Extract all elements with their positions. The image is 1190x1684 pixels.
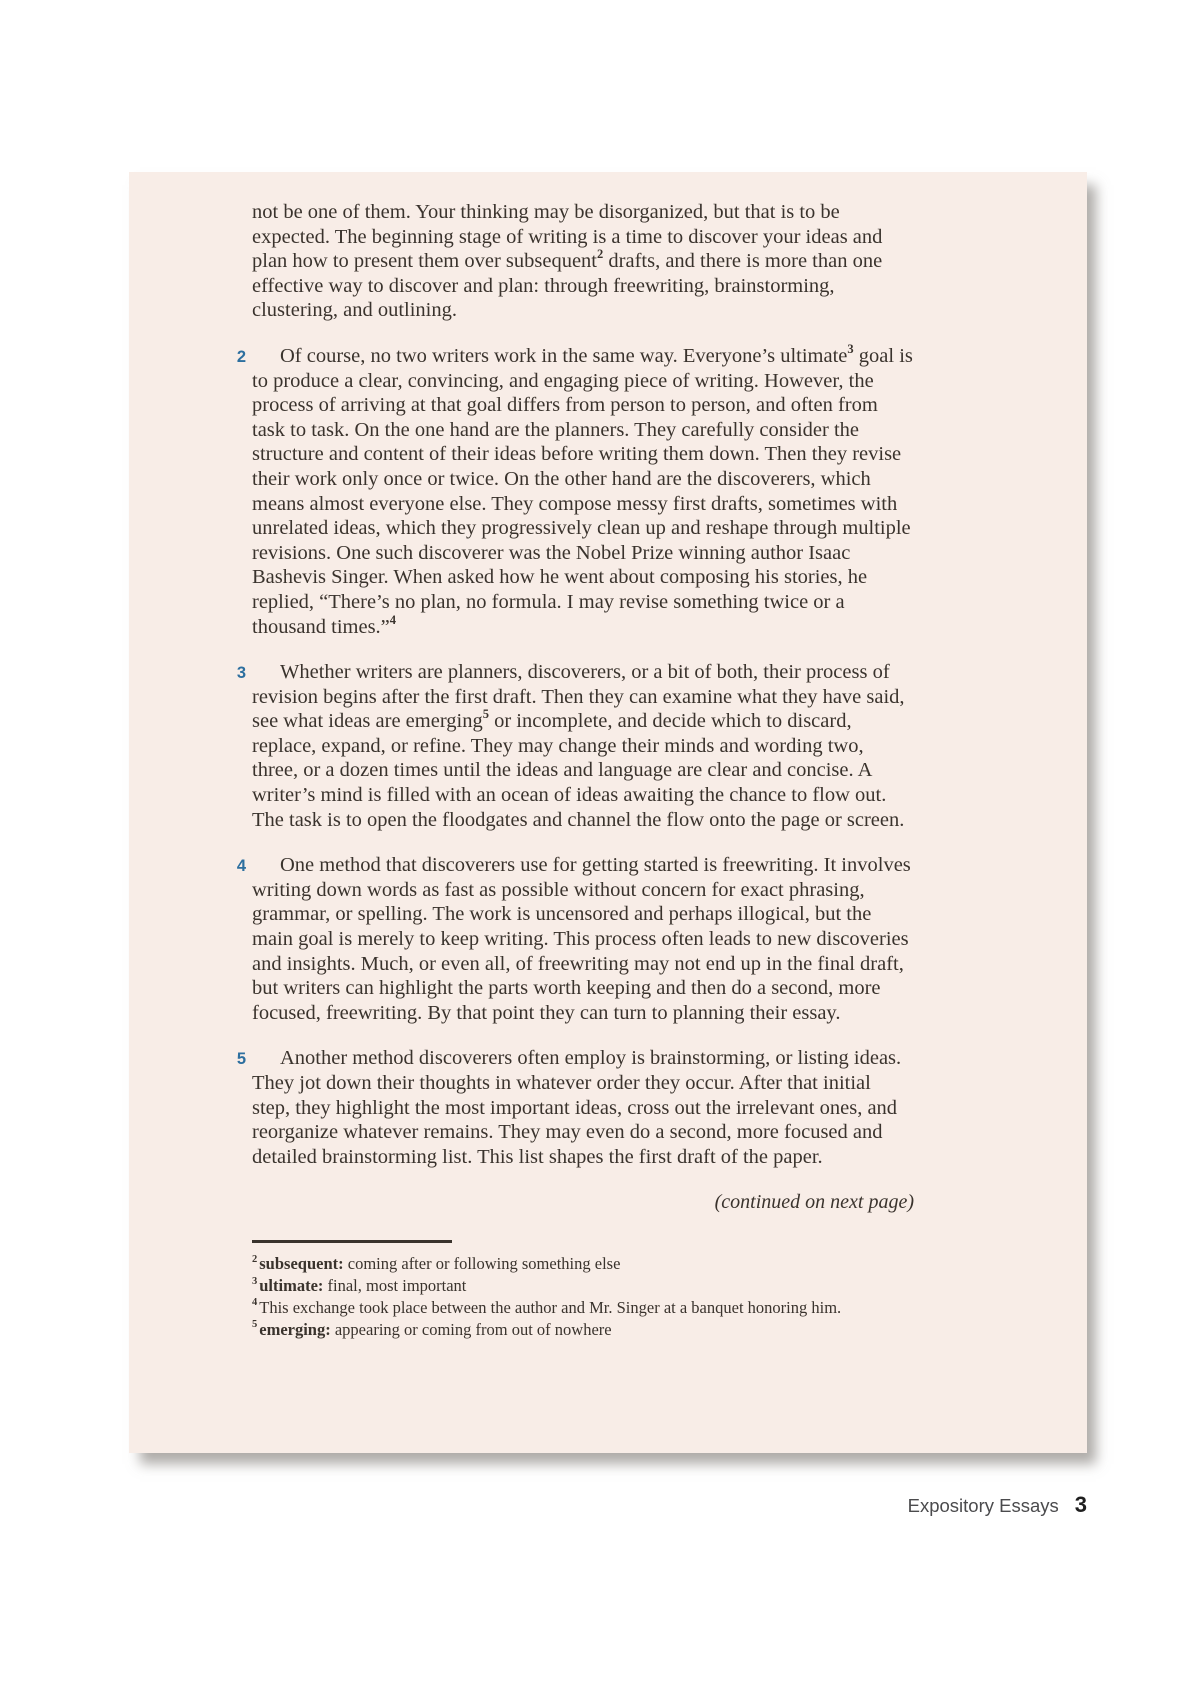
footnote-number: 2 (252, 1253, 258, 1265)
footnote: $^3$ ultimate: final, most important (252, 1275, 467, 1296)
page-number: 3 (1074, 1492, 1087, 1517)
paragraph (252, 200, 914, 323)
footnote-term: ultimate: (259, 1276, 324, 1296)
footnote-number: 5 (252, 1319, 258, 1331)
page-footer (908, 1492, 1087, 1518)
paragraph-text: not be one of them. Your thinking may be disorganized, but that is to be expected. The beginning stage of writing is a time to discover your ideas and plan how to present them over subsequent$^2$ drafts, and there is more than one effective way to discover and plan: through freewriting, brainstorming, clustering, and outlining. (252, 201, 883, 322)
footnote-divider (252, 1240, 452, 1243)
footnote-term: emerging: (259, 1319, 331, 1339)
paragraph (236, 342, 914, 639)
footnote: $^5$ emerging: appearing or coming from out of nowhere (252, 1319, 612, 1339)
footnote-reference: 5 (482, 707, 489, 722)
section-label: Expository Essays (907, 1495, 1059, 1516)
footnote-number: 4 (252, 1297, 258, 1309)
paragraph-number: 3 (236, 664, 246, 683)
paragraph-text: Another method discoverers often employ is brainstorming, or listing ideas. They jot down their thoughts in whatever order they occur. After that initial step, they highlight the most important ideas, cross out the irrelevant ones, and reorganize whatever remains. They may even do a second, more focused and detailed brainstorming list. This list shapes the first draft of the paper. (252, 1047, 902, 1168)
paragraph-number: 2 (236, 347, 246, 366)
footnote-number: 3 (252, 1275, 258, 1287)
footnote: $^2$ subsequent: coming after or following something else (252, 1253, 621, 1274)
textbook-page (129, 172, 1087, 1453)
paragraph (236, 660, 914, 832)
footnote-reference: 2 (597, 247, 604, 262)
paragraph-text: One method that discoverers use for getting started is freewriting. It involves writing down words as fast as possible without concern for exact phrasing, grammar, or spelling. The work is uncensored and perhaps illogical, but the main goal is merely to keep writing. This process often leads to new discoveries and insights. Much, or even all, of freewriting may not end up in the final draft, but writers can highlight the parts worth keeping and then do a second, more focused, freewriting. By that point they can turn to planning their essay. (252, 854, 911, 1024)
footnotes-block (252, 1253, 914, 1340)
footnote-reference: 3 (847, 342, 854, 357)
paragraph-number: 5 (236, 1050, 246, 1069)
footnote-term: subsequent: (259, 1254, 344, 1274)
footnote-reference: 4 (389, 612, 397, 627)
essay-paragraphs (236, 200, 914, 1169)
page-content (236, 200, 914, 1341)
paragraph-text: Whether writers are planners, discoverers, or a bit of both, their process of revision begins after the first draft. Then they can examine what they have said, see what ideas are emerging$^5$ or incomplete, and decide which to discard, replace, expand, or refine. They may change their minds and wording two, three, or a dozen times until the ideas and language are clear and concise. A writer’s mind is filled with an ocean of ideas awaiting the chance to flow out. The task is to open the floodgates and channel the flow onto the page or screen. (252, 661, 905, 831)
footnote: $^4$ This exchange took place between the author and Mr. Singer at a banquet honoring him. (252, 1297, 842, 1317)
paragraph (236, 853, 914, 1025)
paragraph-text: Of course, no two writers work in the same way. Everyone’s ultimate$^3$ goal is to produce a clear, convincing, and engaging piece of writing. However, the process of arriving at that goal differs from person to person, and often from task to task. On the one hand are the planners. They carefully consider the structure and content of their ideas before writing them down. Then they revise their work only once or twice. On the other hand are the discoverers, which means almost everyone else. They compose messy first drafts, sometimes with unrelated ideas, which they progressively clean up and reshape through multiple revisions. One such discoverer was the Nobel Prize winning author Isaac Bashevis Singer. When asked how he went about composing his stories, he replied, “There’s no plan, no formula. I may revise something twice or a thousand times.”$^4$ (252, 342, 913, 638)
paragraph (236, 1046, 914, 1169)
paragraph-number: 4 (236, 857, 246, 876)
continued-note: (continued on next page) (714, 1191, 914, 1214)
